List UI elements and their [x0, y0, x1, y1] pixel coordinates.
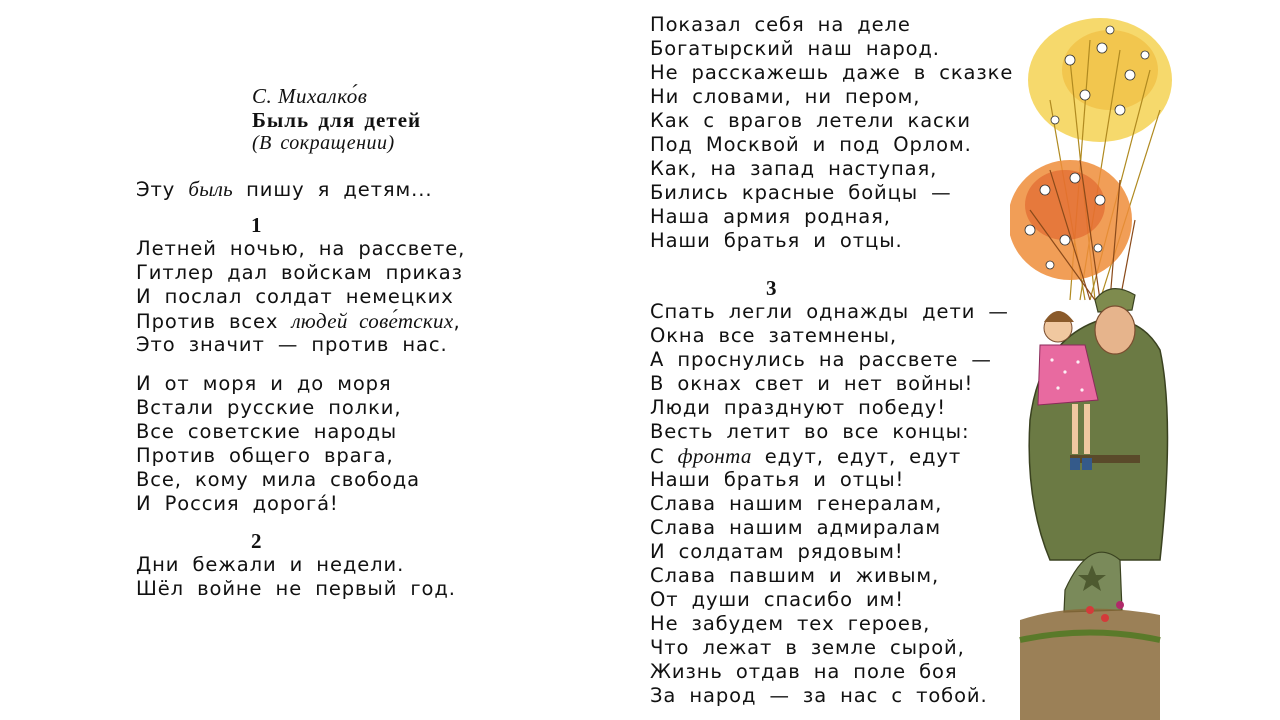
verse-line: Против общего врага, [136, 444, 394, 467]
verse-line: За народ — за нас с тобой. [650, 684, 988, 707]
section-number-3: 3 [766, 276, 777, 300]
verse-line: Наши братья и отцы! [650, 468, 905, 491]
verse-line: Под Москвой и под Орлом. [650, 133, 972, 156]
verse-line: Как с врагов летели каски [650, 109, 971, 132]
verse-line: Бились красные бойцы — [650, 181, 952, 204]
verse-line: Это значит — против нас. [136, 333, 448, 356]
verse-line: Весть летит во все концы: [650, 420, 970, 443]
verse-line: Слава нашим адмиралам [650, 516, 941, 539]
verse-line: Наши братья и отцы. [650, 229, 903, 252]
intro-line: Эту быль пишу я детям... [136, 177, 433, 201]
verse-line: И солдатам рядовым! [650, 540, 904, 563]
verse-line: Ни словами, ни пером, [650, 85, 921, 108]
verse-line: Встали русские полки, [136, 396, 402, 419]
verse-line: Жизнь отдав на поле боя [650, 660, 958, 683]
verse-line: Что лежат в земле сырой, [650, 636, 965, 659]
verse-line: Против всех людей сове́тских, [136, 309, 461, 333]
verse-line: Богатырский наш народ. [650, 37, 940, 60]
verse-line: Спать легли однажды дети — [650, 300, 1009, 323]
verse-line: А проснулись на рассвете — [650, 348, 992, 371]
verse-line: Наша армия родная, [650, 205, 891, 228]
verse-line: Все, кому мила свобода [136, 468, 420, 491]
grave-marker [1064, 552, 1122, 612]
verse-line: Гитлер дал войскам приказ [136, 261, 463, 284]
verse-line: Летней ночью, на рассвете, [136, 237, 466, 260]
verse-line: Люди празднуют победу! [650, 396, 946, 419]
flowers-and-ground [1020, 601, 1160, 720]
poem-subtitle: (В сокращении) [252, 132, 395, 154]
verse-line: Как, на запад наступая, [650, 157, 938, 180]
verse-line: С фронта едут, едут, едут [650, 444, 962, 468]
poem-title: Быль для детей [252, 108, 422, 132]
section-number-1: 1 [251, 213, 262, 237]
firework-orange [1010, 160, 1135, 300]
verse-line: И послал солдат немецких [136, 285, 454, 308]
verse-line: Показал себя на деле [650, 13, 911, 36]
verse-line: В окнах свет и нет войны! [650, 372, 974, 395]
verse-line: Слава нашим генералам, [650, 492, 943, 515]
verse-line: Дни бежали и недели. [136, 553, 405, 576]
verse-line: Слава павшим и живым, [650, 564, 940, 587]
section-number-2: 2 [251, 529, 262, 553]
verse-line: От души спасибо им! [650, 588, 904, 611]
verse-line: Окна все затемнены, [650, 324, 898, 347]
verse-line: И от моря и до моря [136, 372, 392, 395]
verse-line: Не забудем тех героев, [650, 612, 931, 635]
verse-line: Шёл войне не первый год. [136, 577, 456, 600]
verse-line: Не расскажешь даже в сказке [650, 61, 1014, 84]
author-name: С. Михалко́в [252, 84, 368, 108]
verse-line: Все советские народы [136, 420, 398, 443]
verse-line: И Россия дорога́! [136, 492, 339, 515]
soldier-illustration [1010, 0, 1280, 720]
